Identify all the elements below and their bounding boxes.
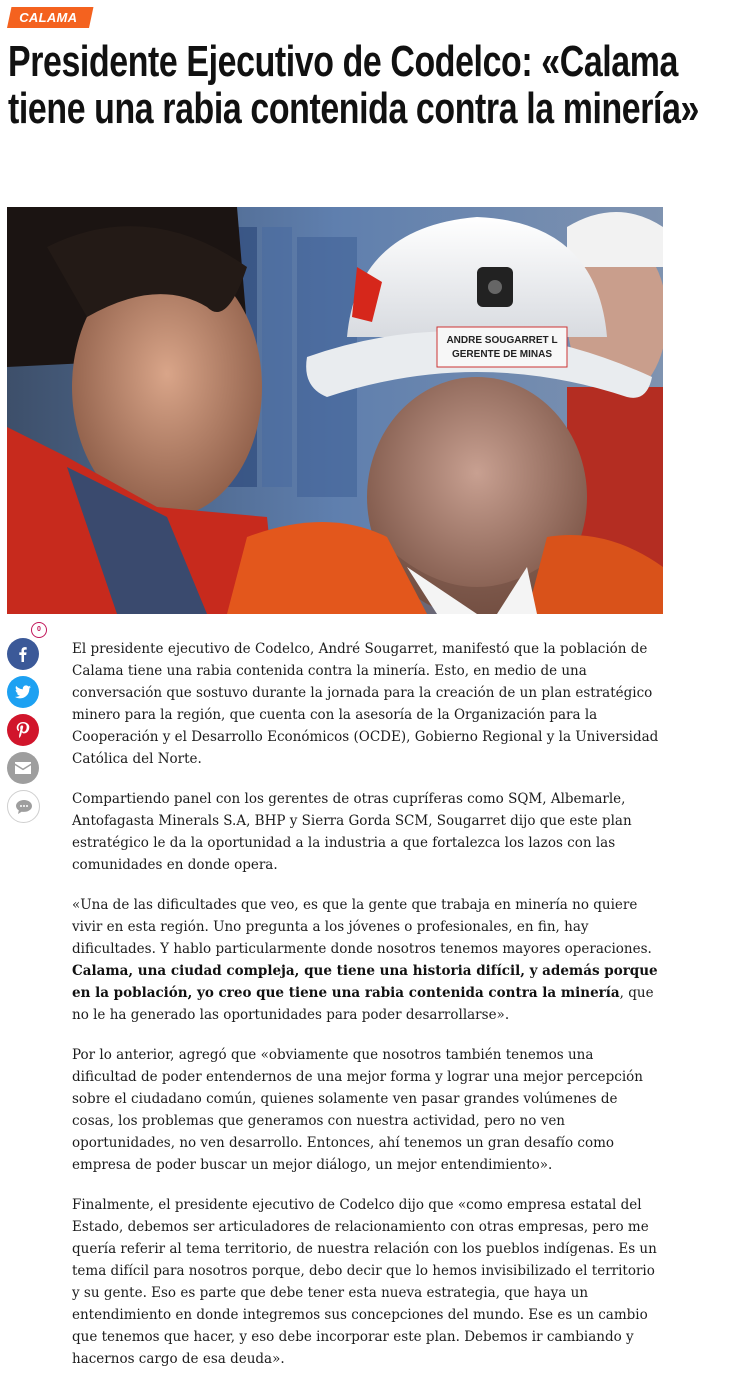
paragraph-2: Compartiendo panel con los gerentes de otras cupríferas como SQM, Albemarle, Antofagasta Minerals S.A, BHP y Sierra Gorda SCM, Sougarret dijo que este plan estratégico le da la oportunidad a la industria a que fortalezca los lazos con las comunidades en donde opera. — [72, 791, 632, 873]
facebook-icon — [15, 646, 31, 662]
pinterest-share-button[interactable] — [7, 714, 39, 746]
paragraph-4: Por lo anterior, agregó que «obviamente que nosotros también tenemos una dificultad de poder entendernos de una mejor forma y lograr una mejor percepción sobre el ciudadano común, quienes solamente ven pasar grandes volúmenes de cosas, los problemas que generamos con nuestra actividad, pero no ven oportunidades, no ven desarrollo. Entonces, ahí tenemos un gran desafío como empresa de poder buscar un mejor diálogo, un mejor entendimiento». — [72, 1047, 643, 1173]
helmet-label-line2: GERENTE DE MINAS — [451, 349, 553, 360]
email-icon — [15, 762, 31, 774]
article-body — [72, 638, 662, 1388]
category-tag-label: CALAMA — [19, 10, 78, 25]
category-tag[interactable] — [7, 7, 94, 28]
helmet-label-line1: ANDRE SOUGARRET L — [446, 335, 558, 346]
paragraph-3-highlight: Calama, una ciudad compleja, que tiene una historia difícil, y además porque en la población, yo creo que tiene una rabia contenida contra la minería — [72, 963, 658, 1001]
hero-image — [7, 207, 663, 614]
comment-icon — [16, 800, 32, 814]
paragraph-1: El presidente ejecutivo de Codelco, André Sougarret, manifestó que la población de Calama tiene una rabia contenida contra la minería. Esto, en medio de una conversación que sostuvo durante la jornada para la creación de un plan estratégico minero para la región, que cuenta con la asesoría de la Organización para la Cooperación y el Desarrollo Económicos (OCDE), Gobierno Regional y la Universidad Católica del Norte. — [72, 641, 659, 767]
pinterest-icon — [16, 722, 30, 738]
email-share-button[interactable] — [7, 752, 39, 784]
twitter-icon — [15, 685, 31, 699]
twitter-share-button[interactable] — [7, 676, 39, 708]
facebook-share-button[interactable] — [7, 638, 39, 670]
headline: Presidente Ejecutivo de Codelco: «Calama tiene una rabia contenida contra la minería» — [8, 37, 699, 133]
hero-photo-illustration — [7, 207, 663, 614]
paragraph-5: Finalmente, el presidente ejecutivo de Codelco dijo que «como empresa estatal del Estado, debemos ser articuladores de relacionamiento con otras empresas, pero me quería referir al tema territorio, de nuestra relación con los pueblos indígenas. Es un tema difícil para nosotros porque, debo decir que lo hemos invisibilizado el territorio y su gente. Eso es parte que debe tener esta nueva estrategia, que haya un entendimiento en donde integremos sus concepciones del mundo. Ese es un cambio que tenemos que hacer, y eso debe incorporar este plan. Debemos ir cambiando y hacernos cargo de esa deuda». — [72, 1197, 657, 1367]
share-count-badge: 0 — [31, 622, 47, 638]
comment-button[interactable] — [7, 790, 40, 823]
paragraph-3-start: «Una de las dificultades que veo, es que la gente que trabaja en minería no quiere vivir en esta región. Uno pregunta a los jóvenes o profesionales, en fin, hay dificultades. Y hablo particularmente donde nosotros tenemos mayores operaciones. — [72, 897, 652, 957]
paragraph-3-end: , que no le ha generado las oportunidades para poder desarrollarse». — [72, 985, 654, 1023]
paragraph-3 — [72, 894, 662, 1026]
